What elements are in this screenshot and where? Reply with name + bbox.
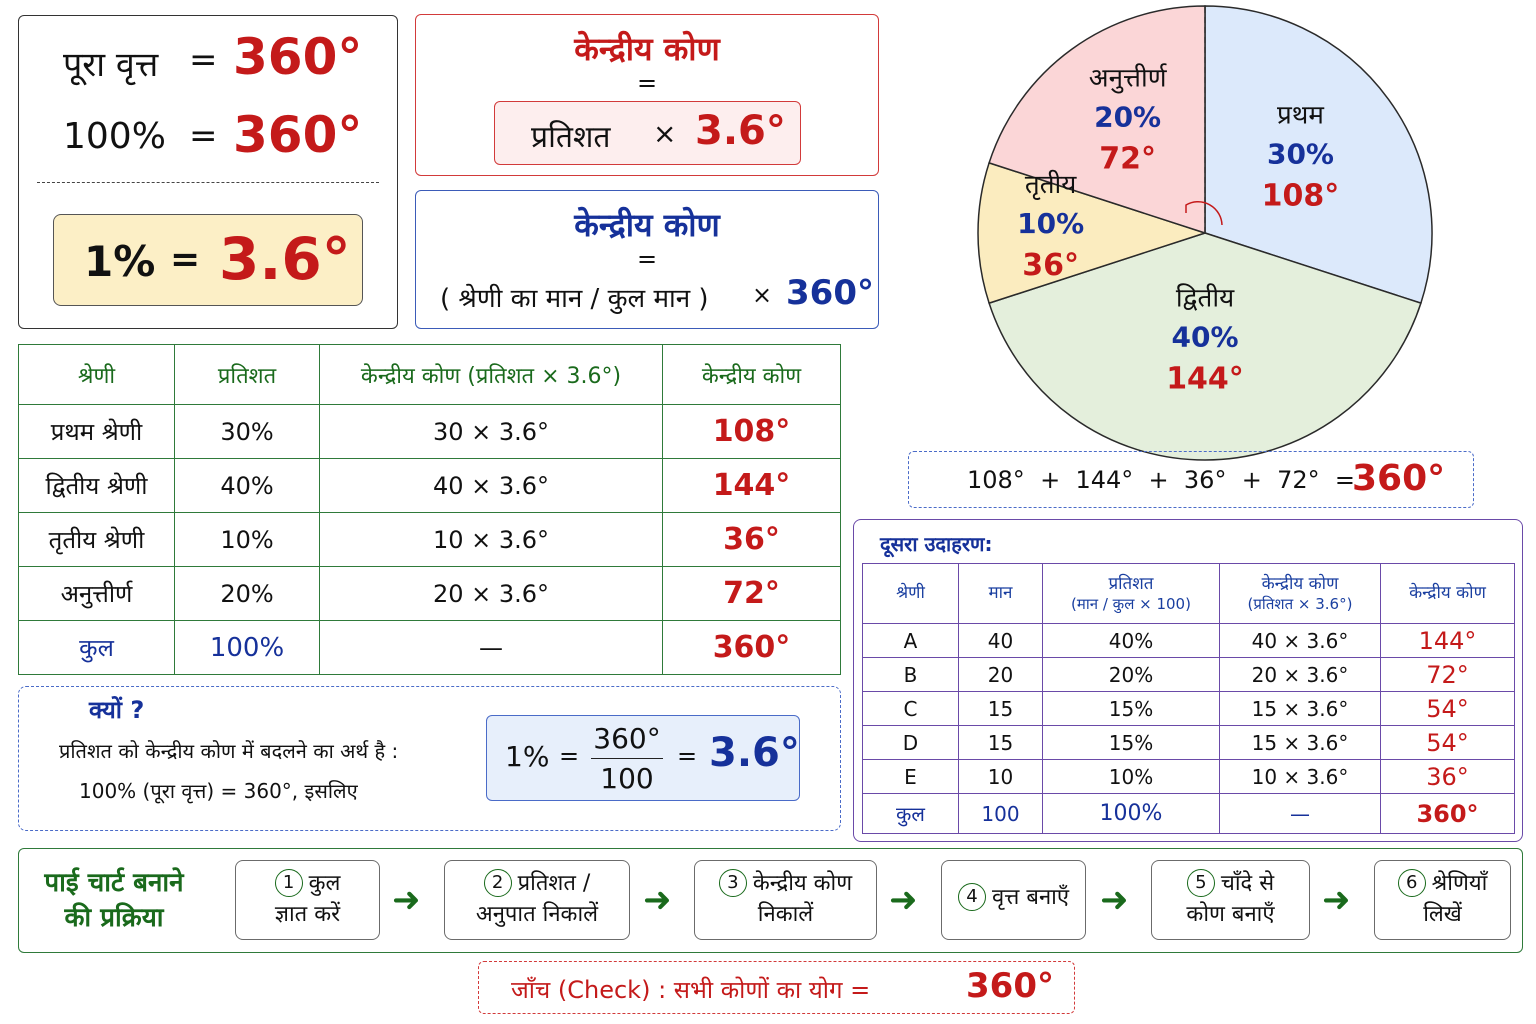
arrow-right-icon: ➜ — [392, 880, 421, 920]
check-text: जाँच (Check) : सभी कोणों का योग = — [511, 976, 871, 1004]
sum-part: = — [1334, 466, 1356, 494]
multiply-sign: × — [653, 117, 677, 150]
calc-cell: 15 × 3.6° — [1220, 692, 1381, 726]
value-cell: 15 — [959, 726, 1043, 760]
step-number: 4 — [958, 883, 986, 911]
pie-chart — [960, 5, 1460, 465]
full-circle-value: 360° — [233, 28, 363, 86]
arrow-right-icon: ➜ — [1100, 880, 1129, 920]
one-percent-value: 3.6° — [219, 225, 351, 293]
percent-cell: 10% — [1043, 760, 1220, 794]
total-label: कुल — [863, 794, 959, 834]
slice-angle: 72° — [1099, 141, 1156, 177]
table-row — [863, 692, 1515, 726]
calc-cell: 10 × 3.6° — [1220, 760, 1381, 794]
table-row — [19, 567, 841, 621]
central-angle-table — [18, 344, 841, 675]
process-title — [28, 866, 200, 936]
category-cell: E — [863, 760, 959, 794]
table-total-row — [19, 621, 841, 675]
percent-cell: 15% — [1043, 726, 1220, 760]
one-percent-label: 1% — [84, 237, 156, 286]
slice-label: प्रथम — [1277, 100, 1324, 131]
process-title-line: की प्रक्रिया — [64, 903, 164, 934]
factor-value: 3.6° — [695, 108, 786, 154]
step-line: केन्द्रीय कोण — [752, 871, 853, 896]
percent-cell: 40% — [1043, 624, 1220, 658]
header-cell: केन्द्रीय कोण — [663, 345, 841, 405]
equals-sign: = — [559, 742, 580, 770]
equals-sign: = — [677, 742, 698, 770]
step-line: कुल — [308, 871, 341, 896]
step-line: चाँदे से — [1220, 871, 1275, 896]
arrow-right-icon: ➜ — [889, 880, 918, 920]
full-circle-box — [18, 15, 398, 329]
sum-part: 144° — [1075, 466, 1134, 494]
header-cell: श्रेणी — [863, 564, 959, 624]
step-number: 3 — [719, 869, 747, 897]
table-total-row — [863, 794, 1515, 834]
equals-sign: = — [189, 40, 218, 80]
slice-percent: 20% — [1094, 100, 1162, 134]
table-row — [19, 513, 841, 567]
slice-label: द्वितीय — [1175, 283, 1235, 314]
table-row — [863, 658, 1515, 692]
total-value: 100 — [959, 794, 1043, 834]
header-subline: (मान / कुल × 100) — [1071, 594, 1191, 613]
sum-part: + — [1241, 466, 1262, 494]
header-line: केन्द्रीय कोण — [1261, 573, 1339, 594]
one-percent-highlight — [53, 214, 363, 306]
calc-cell: 40 × 3.6° — [1220, 624, 1381, 658]
slice-angle: 108° — [1261, 178, 1340, 214]
process-title-line: पाई चार्ट बनाने — [44, 868, 184, 898]
process-step-3 — [694, 860, 877, 940]
angle-sum-box — [908, 451, 1474, 508]
category-cell: C — [863, 692, 959, 726]
step-number: 2 — [484, 869, 512, 897]
percent-label: प्रतिशत — [531, 120, 611, 155]
calc-cell: 10 × 3.6° — [320, 513, 663, 567]
calc-cell: 20 × 3.6° — [1220, 658, 1381, 692]
angle-cell: 144° — [1381, 624, 1515, 658]
value-cell: 10 — [959, 760, 1043, 794]
calc-cell: 30 × 3.6° — [320, 405, 663, 459]
calc-cell: 20 × 3.6° — [320, 567, 663, 621]
step-number: 6 — [1398, 869, 1426, 897]
category-cell: अनुत्तीर्ण — [19, 567, 175, 621]
category-cell: तृतीय श्रेणी — [19, 513, 175, 567]
table-row — [863, 760, 1515, 794]
why-title: क्यों ? — [89, 696, 145, 724]
percent-cell: 20% — [175, 567, 320, 621]
slice-label: अनुत्तीर्ण — [1088, 63, 1167, 94]
category-cell: प्रथम श्रेणी — [19, 405, 175, 459]
equals-sign: = — [170, 239, 201, 280]
hundred-percent-label: 100% — [63, 116, 166, 157]
percent-cell: 20% — [1043, 658, 1220, 692]
fraction-denominator: 100 — [600, 762, 654, 795]
ratio-formula: ( श्रेणी का मान / कुल मान ) — [440, 284, 709, 314]
category-cell: B — [863, 658, 959, 692]
second-example-table — [862, 563, 1515, 834]
angle-cell: 72° — [1381, 658, 1515, 692]
header-line: प्रतिशत — [1108, 573, 1154, 594]
sum-part: 108° — [967, 466, 1025, 494]
calc-cell: 40 × 3.6° — [320, 459, 663, 513]
step-number: 1 — [275, 869, 303, 897]
step-line: श्रेणियाँ — [1431, 871, 1488, 896]
why-box — [18, 686, 841, 831]
fraction-box — [486, 715, 800, 801]
equals-sign: = — [636, 245, 658, 273]
table-row — [863, 624, 1515, 658]
step-line: लिखें — [1423, 901, 1462, 927]
header-cell: केन्द्रीय कोण (प्रतिशत × 3.6°) — [320, 345, 663, 405]
value-cell: 20 — [959, 658, 1043, 692]
arrow-right-icon: ➜ — [1322, 880, 1351, 920]
header-subline: (प्रतिशत × 3.6°) — [1247, 594, 1353, 613]
why-line-2: 100% (पूरा वृत्त) = 360°, इसलिए — [79, 779, 358, 803]
step-number: 5 — [1187, 869, 1215, 897]
formula-box — [494, 101, 801, 165]
second-example-title: दूसरा उदाहरण: — [880, 532, 993, 556]
full-angle-value: 360° — [786, 273, 874, 313]
slice-percent: 40% — [1171, 320, 1239, 354]
central-angle-value-box — [415, 190, 879, 329]
header-cell: श्रेणी — [19, 345, 175, 405]
fraction-bar — [591, 758, 663, 759]
fraction-result: 3.6° — [709, 730, 800, 776]
multiply-sign: × — [752, 281, 773, 309]
angle-cell: 108° — [663, 405, 841, 459]
hundred-percent-value: 360° — [233, 106, 363, 164]
angle-cell: 36° — [1381, 760, 1515, 794]
category-cell: D — [863, 726, 959, 760]
slice-percent: 10% — [1017, 207, 1085, 240]
category-cell: A — [863, 624, 959, 658]
equals-sign: = — [636, 69, 658, 97]
check-value: 360° — [966, 966, 1054, 1006]
total-percent: 100% — [175, 621, 320, 675]
fraction-numerator: 360° — [593, 722, 661, 755]
central-angle-percent-box — [415, 14, 879, 176]
percent-cell: 15% — [1043, 692, 1220, 726]
angle-cell: 54° — [1381, 692, 1515, 726]
total-label: कुल — [19, 621, 175, 675]
arrow-right-icon: ➜ — [643, 880, 672, 920]
total-angle: 360° — [1381, 794, 1515, 834]
percent-cell: 30% — [175, 405, 320, 459]
sum-part: + — [1148, 466, 1169, 494]
total-percent: 100% — [1043, 794, 1220, 834]
check-box — [478, 961, 1075, 1014]
process-step-5 — [1151, 860, 1310, 940]
percent-cell: 10% — [175, 513, 320, 567]
angle-cell: 54° — [1381, 726, 1515, 760]
step-line: प्रतिशत / — [517, 871, 591, 896]
table-header-row — [19, 345, 841, 405]
fraction-left: 1% — [505, 740, 550, 773]
header-cell: प्रतिशत — [175, 345, 320, 405]
process-step-6 — [1374, 860, 1511, 940]
total-angle: 360° — [663, 621, 841, 675]
slice-angle: 36° — [1022, 248, 1080, 283]
step-line: अनुपात निकालें — [475, 901, 599, 927]
box-title: केन्द्रीय कोण — [574, 30, 720, 68]
value-cell: 40 — [959, 624, 1043, 658]
value-cell: 15 — [959, 692, 1043, 726]
total-calc: — — [1220, 794, 1381, 834]
table-row — [863, 726, 1515, 760]
slice-angle: 144° — [1166, 361, 1244, 397]
header-cell: मान — [959, 564, 1043, 624]
header-cell — [1043, 564, 1220, 624]
header-cell: केन्द्रीय कोण — [1381, 564, 1515, 624]
sum-total: 360° — [1352, 458, 1446, 499]
box-title: केन्द्रीय कोण — [574, 206, 720, 244]
process-step-4 — [941, 860, 1086, 940]
table-header-row — [863, 564, 1515, 624]
sum-part: + — [1040, 466, 1061, 494]
step-line: निकालें — [757, 901, 814, 927]
equals-sign: = — [189, 116, 218, 156]
why-line-1: प्रतिशत को केन्द्रीय कोण में बदलने का अर्थ है : — [59, 739, 399, 763]
category-cell: द्वितीय श्रेणी — [19, 459, 175, 513]
header-cell — [1220, 564, 1381, 624]
table-row — [19, 459, 841, 513]
total-calc: — — [320, 621, 663, 675]
step-line: कोण बनाएँ — [1186, 901, 1275, 927]
slice-percent: 30% — [1266, 137, 1335, 171]
process-step-2 — [444, 860, 630, 940]
table-row — [19, 405, 841, 459]
step-line: वृत्त बनाएँ — [991, 885, 1070, 910]
angle-cell: 72° — [663, 567, 841, 621]
step-line: ज्ञात करें — [274, 901, 341, 927]
slice-label: तृतीय — [1024, 170, 1077, 200]
angle-cell: 36° — [663, 513, 841, 567]
process-step-1 — [235, 860, 380, 940]
percent-cell: 40% — [175, 459, 320, 513]
divider — [37, 182, 379, 183]
sum-part: 36° — [1183, 466, 1227, 494]
calc-cell: 15 × 3.6° — [1220, 726, 1381, 760]
angle-cell: 144° — [663, 459, 841, 513]
full-circle-label: पूरा वृत्त — [63, 45, 159, 85]
sum-part: 72° — [1277, 466, 1320, 494]
